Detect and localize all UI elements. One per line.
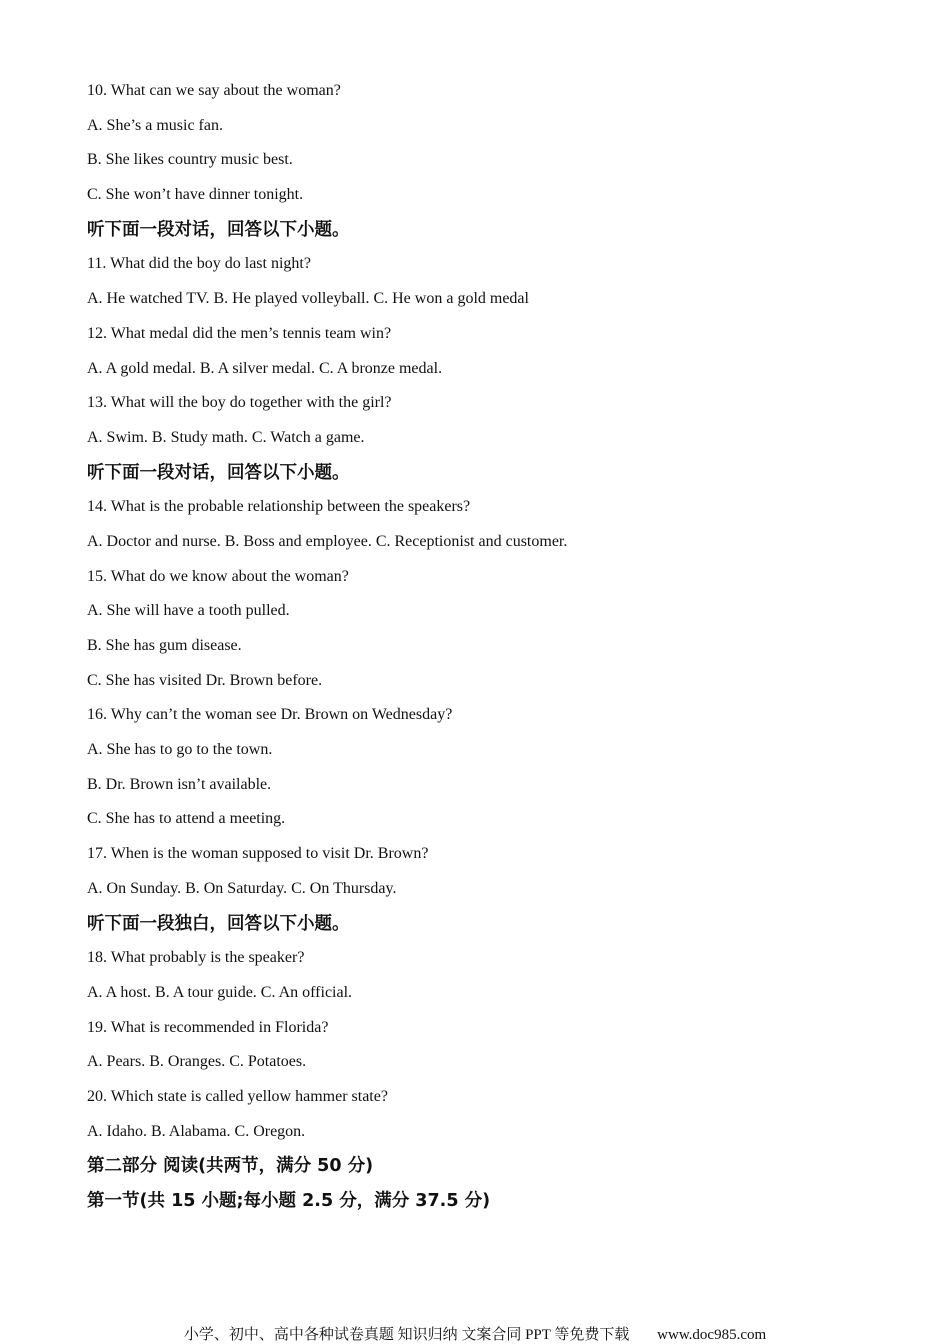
footer-promo-text: 小学、初中、高中各种试卷真题 知识归纳 文案合同 PPT 等免费下载 [183, 1327, 630, 1343]
question-line: 14. What is the probable relationship between the speakers? [87, 498, 471, 516]
question-line: 12. What medal did the men’s tennis team win? [87, 324, 392, 342]
option-line: A. He watched TV. B. He played volleyball. C. He won a gold medal [87, 290, 529, 308]
section-heading: 第一节(共 15 小题;每小题 2.5 分，满分 37.5 分) [87, 1191, 491, 1211]
question-line: 16. Why can’t the woman see Dr. Brown on Wednesday? [87, 706, 453, 724]
question-line: 15. What do we know about the woman? [87, 567, 349, 585]
option-line: B. She has gum disease. [87, 637, 242, 654]
question-line: 10. What can we say about the woman? [87, 82, 341, 99]
footer-website: www.doc985.com [657, 1327, 767, 1343]
option-line: B. Dr. Brown isn’t available. [87, 775, 272, 793]
section-heading: 第二部分 阅读(共两节，满分 50 分) [87, 1156, 374, 1177]
option-line: A. Pears. B. Oranges. C. Potatoes. [87, 1053, 307, 1071]
option-line: A. Doctor and nurse. B. Boss and employee. C. Receptionist and customer. [87, 532, 568, 550]
question-line: 18. What probably is the speaker? [87, 949, 305, 967]
question-line: 19. What is recommended in Florida? [87, 1018, 329, 1036]
page-footer [0, 1323, 950, 1344]
option-line: A. A gold medal. B. A silver medal. C. A bronze medal. [87, 359, 443, 377]
option-line: A. On Sunday. B. On Saturday. C. On Thursday. [87, 879, 397, 897]
section-heading: 听下面一段对话，回答以下小题。 [87, 462, 350, 483]
option-line: A. She has to go to the town. [87, 741, 273, 759]
question-line: 17. When is the woman supposed to visit Dr. Brown? [87, 845, 429, 863]
option-line: A. She will have a tooth pulled. [87, 602, 290, 620]
option-line: A. Swim. B. Study math. C. Watch a game. [87, 428, 365, 446]
option-line: B. She likes country music best. [87, 151, 293, 169]
question-line: 20. Which state is called yellow hammer state? [87, 1087, 388, 1105]
option-line: A. Idaho. B. Alabama. C. Oregon. [87, 1122, 306, 1140]
option-line: C. She has visited Dr. Brown before. [87, 671, 323, 689]
option-line: C. She has to attend a meeting. [87, 810, 286, 828]
option-line: C. She won’t have dinner tonight. [87, 186, 304, 204]
document-body [87, 78, 887, 1223]
question-line: 13. What will the boy do together with the girl? [87, 394, 392, 412]
section-heading: 听下面一段对话，回答以下小题。 [87, 219, 350, 240]
section-heading: 听下面一段独白，回答以下小题。 [87, 913, 350, 934]
option-line: A. A host. B. A tour guide. C. An official. [87, 983, 353, 1001]
option-line: A. She’s a music fan. [87, 116, 223, 134]
question-line: 11. What did the boy do last night? [87, 255, 311, 273]
